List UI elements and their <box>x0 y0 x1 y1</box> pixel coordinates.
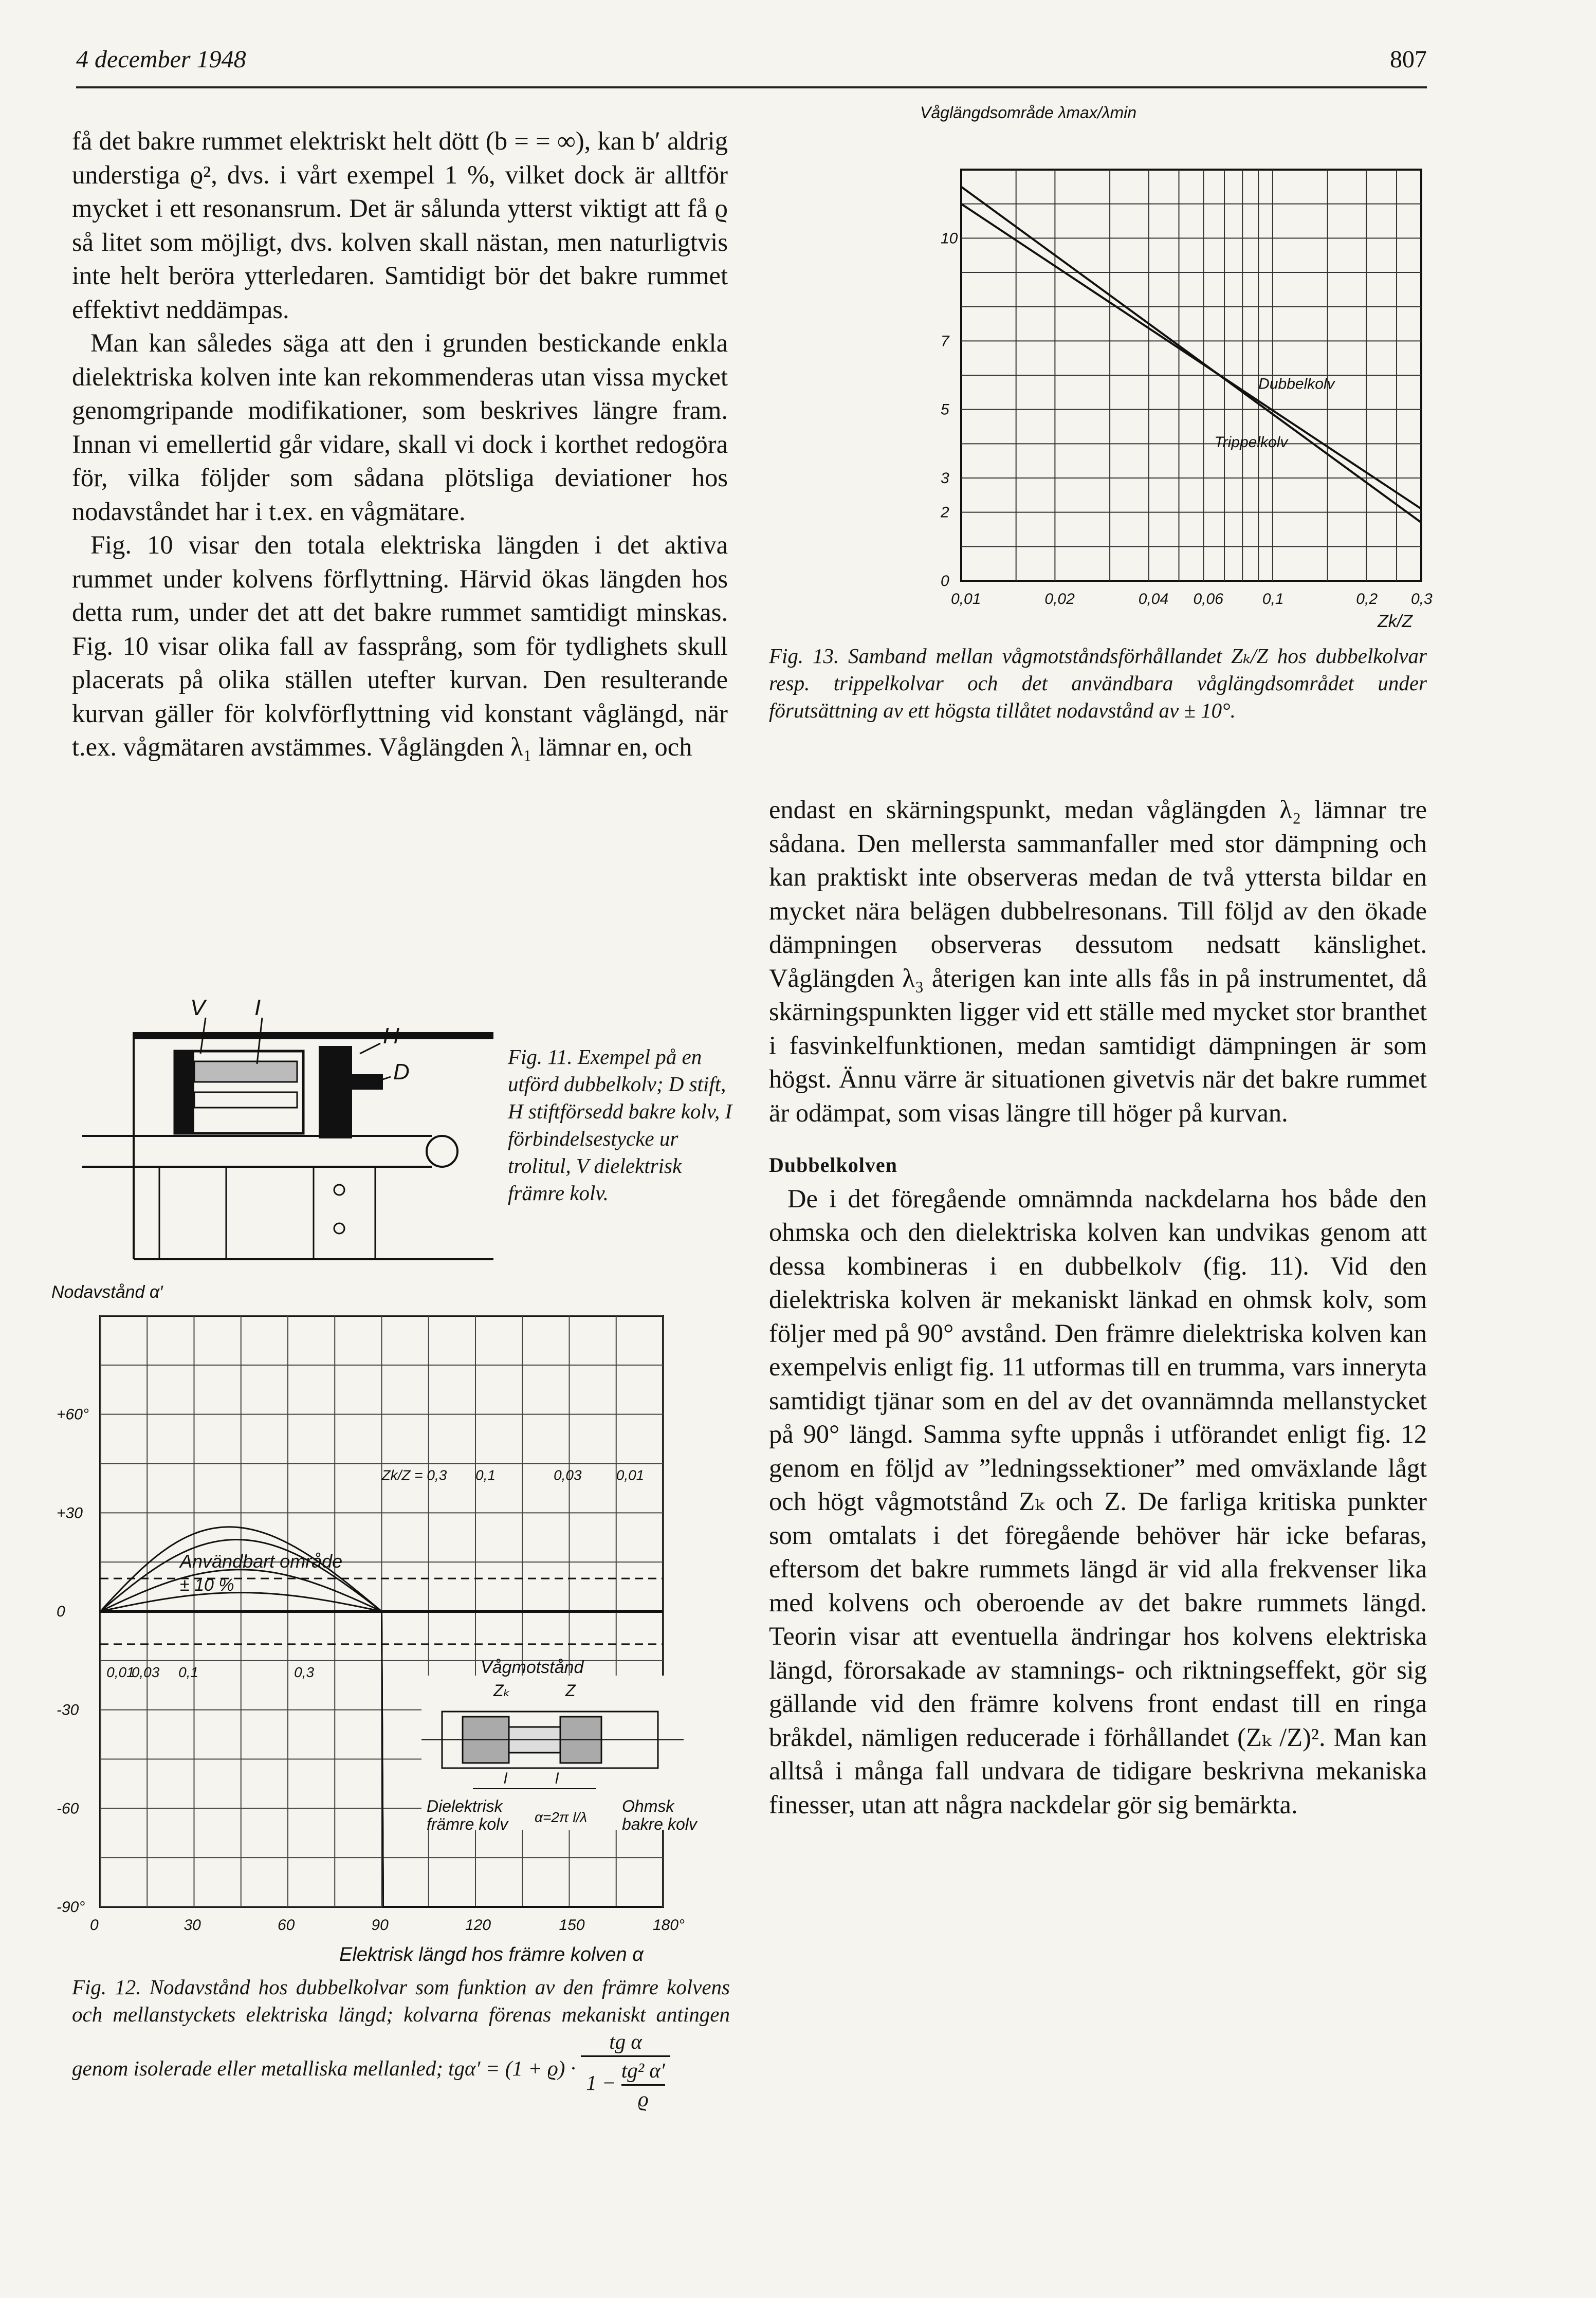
fig12-formula-inner <box>621 2057 665 2113</box>
paragraph: få det bakre rummet elektriskt helt dött (b = = ∞), kan b′ aldrig understiga ϱ², dvs. i vårt exempel 1 %, vilket dock är alltför mycket i ett resonansrum. Det är sålunda ytterst viktigt att få ϱ så litet som möjligt, dvs. kolven skall nästan, men naturligtvis inte helt beröra ytterledaren. Samtidigt bör det bakre rummet effektivt neddämpas. <box>72 126 728 324</box>
header-date: 4 december 1948 <box>76 46 246 73</box>
fig13-series-dubbelkolv <box>961 204 1421 509</box>
section-heading: Dubbelkolven <box>769 1153 897 1176</box>
paragraph: endast en skärningspunkt, medan våglängden λ₂ lämnar tre sådana. Den mellersta sammanfaller med stor dämpning och kan praktiskt inte observeras medan de två yttersta bildar en mycket nära belägen dubbelresonans. Till följd av den ökade dämpningen observeras dessutom nedsatt känslighet. Våglängden λ₃ återigen kan inte alls fås in på instrumentet, då skärningspunkten ligger vid ett ställe med mycket stor branthet i fasvinkelfunktionen, medan samtidigt dämpningen är som högst. Ännu värre är situationen givetvis när det bakre rummet är odämpat, som visas längre till höger på kurvan. <box>769 795 1427 1127</box>
fig12-curve-label-upper: Zk/Z = 0,3 <box>381 1467 447 1483</box>
fig12-curve-label-upper: 0,03 <box>554 1467 582 1483</box>
outer-conductor-top <box>134 1032 493 1039</box>
fig13-x-tick: 0,06 <box>1193 591 1223 608</box>
fig13-chart <box>920 103 1434 637</box>
fig12-y-tick: +60° <box>57 1406 89 1423</box>
inset-framre-kolv: främre kolv <box>427 1815 508 1833</box>
fig12-curve-label-lower: 0,3 <box>294 1664 315 1680</box>
fig12-caption-text: Fig. 12. Nodavstånd hos dubbelkolvar som funktion av den främre kolvens och mellanstyckets elektriska längd; kolvarna förenas mekaniskt antingen genom isolerade eller metalliska mellanled; <box>72 1975 730 2080</box>
fig13-y-tick: 0 <box>941 573 949 590</box>
fig13-annotation-trippelkolv: Trippelkolv <box>1214 434 1288 451</box>
fig12-curve-label-lower: 0,1 <box>178 1664 199 1680</box>
fig11-label-d: D <box>393 1059 410 1084</box>
inset-l2: l <box>555 1770 559 1787</box>
fig12-x-tick: 180° <box>653 1917 685 1934</box>
fig12-formula-den-lead: 1 − <box>586 2070 616 2094</box>
fig13-y-tick: 5 <box>941 401 949 418</box>
running-header <box>76 45 1427 88</box>
fig12-x-tick: 90 <box>371 1917 389 1934</box>
fig12-formula-num: tg α <box>581 2028 670 2057</box>
fig13-x-tick: 0,04 <box>1138 591 1169 608</box>
fig11-label-i: I <box>254 995 261 1020</box>
inset-ohmsk: Ohmsk <box>622 1797 674 1815</box>
fig12-curve-label-upper: 0,1 <box>475 1467 496 1483</box>
inset-formula: α=2π l/λ <box>535 1809 588 1825</box>
fig12-formula-lhs: tgα′ = (1 + ϱ) · <box>448 2056 576 2080</box>
inset-bakre-kolv: bakre kolv <box>622 1815 697 1833</box>
fig13-y-tick: 2 <box>941 504 949 521</box>
fig12-xlabel: Elektrisk längd hos främre kolven α <box>339 1944 644 1965</box>
fig12-formula-fraction <box>581 2028 670 2113</box>
fig12-y-tick: -60 <box>57 1800 79 1817</box>
inset-zk: Zₖ <box>493 1681 511 1700</box>
fig13-y-tick: 3 <box>941 470 949 487</box>
right-column-text <box>769 793 1427 1822</box>
fig12-formula-den-num: tg² α′ <box>621 2057 665 2086</box>
spacer <box>769 1130 1427 1148</box>
fig11-caption: Fig. 11. Exempel på en utförd dubbelkolv; D stift, H stiftförsedd bakre kolv, I förbindelsestycke ur trolitul, V dielektrisk främre kolv. <box>508 1045 732 1205</box>
paragraph: Fig. 10 visar den totala elektriska längden i det aktiva rummet under kolvens förflyttning. Härvid ökas längden hos detta rum, under det att det bakre rummet samtidigt minskas. Fig. 10 visar olika fall av fassprång, som för tydlighets skull placerats på olika ställen utefter kurvan. Den resulterande kurvan gäller för kolvförflyttning vid konstant våglängd, när t.ex. vågmätaren avstämmes. Våglängden λ₁ lämnar en, och <box>72 530 728 761</box>
fig13-annotation-dubbelkolv: Dubbelkolv <box>1258 375 1335 393</box>
fig11-drawing <box>72 987 504 1270</box>
inset-dielektrisk: Dielektrisk <box>427 1797 503 1815</box>
fig12-band-label: Användbart område <box>180 1551 343 1572</box>
fig12-x-tick: 0 <box>90 1917 99 1934</box>
fig12-y-tick: 0 <box>57 1603 65 1620</box>
fig12-curve-label-lower: 0,01 <box>106 1664 135 1680</box>
fig13-x-tick: 0,2 <box>1356 591 1378 608</box>
fig12-x-tick: 150 <box>559 1917 585 1934</box>
fig13-series-trippelkolv <box>961 187 1421 522</box>
fig13-x-tick: 0,01 <box>951 591 981 608</box>
fig12-x-tick: 120 <box>465 1917 491 1934</box>
fig13-y-tick: 10 <box>941 230 958 247</box>
fig12-x-tick: 60 <box>278 1917 295 1934</box>
fig13-xlabel: Zk/Z <box>1378 612 1412 631</box>
fig12-x-tick: 30 <box>184 1917 201 1934</box>
fig13-ylabel: Våglängdsområde λmax/λmin <box>920 103 1137 122</box>
fig13-x-tick: 0,3 <box>1411 591 1433 608</box>
page-number: 807 <box>1390 46 1427 73</box>
fig12-band-value: ± 10 % <box>180 1575 234 1595</box>
fig12-y-tick: +30 <box>57 1504 83 1522</box>
paragraph: Man kan således säga att den i grunden bestickande enkla dielektriska kolven inte kan rekommenderas utan vissa mycket genomgripande modifikationer, som beskrives längre fram. Innan vi emellertid går vidare, skall vi dock i korthet redogöra för, vilka följder som sådana plötsliga deviationer hos nodavståndet har i t.ex. en vågmätare. <box>72 328 728 526</box>
fig12-chart <box>51 1275 730 1969</box>
fig12-caption <box>72 1974 730 2113</box>
fig13-caption: Fig. 13. Samband mellan vågmotståndsförhållandet Zₖ/Z hos dubbelkolvar resp. trippelkolvar och det användbara våglängdsområdet under förutsättning av ett högsta tillåtet nodavstånd av ± 10°. <box>769 644 1427 722</box>
fig12-curve-label-lower: 0,03 <box>131 1664 160 1680</box>
fig12-y-tick: -30 <box>57 1701 79 1719</box>
fig13-x-tick: 0,1 <box>1262 591 1284 608</box>
fig12-curve-label-upper: 0,01 <box>616 1467 645 1483</box>
fig12-formula-den <box>581 2057 670 2113</box>
fig11-label-h: H <box>383 1023 399 1049</box>
fig13-y-tick: 7 <box>941 333 949 350</box>
fig12-inset <box>421 1658 699 1833</box>
inset-l1: l <box>504 1770 507 1787</box>
fig11-label-v: V <box>190 995 206 1020</box>
paragraph: De i det föregående omnämnda nackdelarna hos både den ohmska och den dielektriska kolven kan undvikas genom att dessa kombineras i en dubbelkolv (fig. 11). Vid den dielektriska kolven är mekaniskt länkad en ohmsk kolv, som följer med på 90° avstånd. Den främre dielektriska kolven kan exempelvis enligt fig. 11 utformas till en trumma, vars inneryta samtidigt tjänar som en del av det ovannämnda mellanstycket på 90° längd. Samma syfte uppnås i utförandet enligt fig. 12 genom en följd av ”ledningssektioner” med omväxlande lågt och högt vågmotstånd Zₖ och Z. De farliga kritiska punkter som omtalats i det föregående behöver här icke befaras, eftersom det bakre rummets längd är vid alla frekvenser lika med kolvens och oberoende av det bakre rummets längd. Teorin visar att eventuella ändringar hos kolvens elektriska längd, förorsakade av stamnings- och riktningseffekt, gör sig gällande vid den främre kolvens front endast till en ringa bråkdel, nämligen reducerade i förhållandet (Zₖ /Z)². Man kan alltså i många fall undvara de tidigare beskrivna mekaniska finesser, utan att några nackdelar gör sig bemärkta. <box>769 1184 1427 1819</box>
fig12-y-tick: -90° <box>57 1899 85 1916</box>
fig13-x-tick: 0,02 <box>1044 591 1075 608</box>
inset-z: Z <box>565 1681 576 1700</box>
inset-title: Vågmotstånd <box>481 1658 584 1677</box>
fig12-ylabel: Nodavstånd α′ <box>51 1282 163 1302</box>
left-column-text <box>72 124 728 764</box>
fig12-formula-den-den: ϱ <box>637 2087 649 2111</box>
